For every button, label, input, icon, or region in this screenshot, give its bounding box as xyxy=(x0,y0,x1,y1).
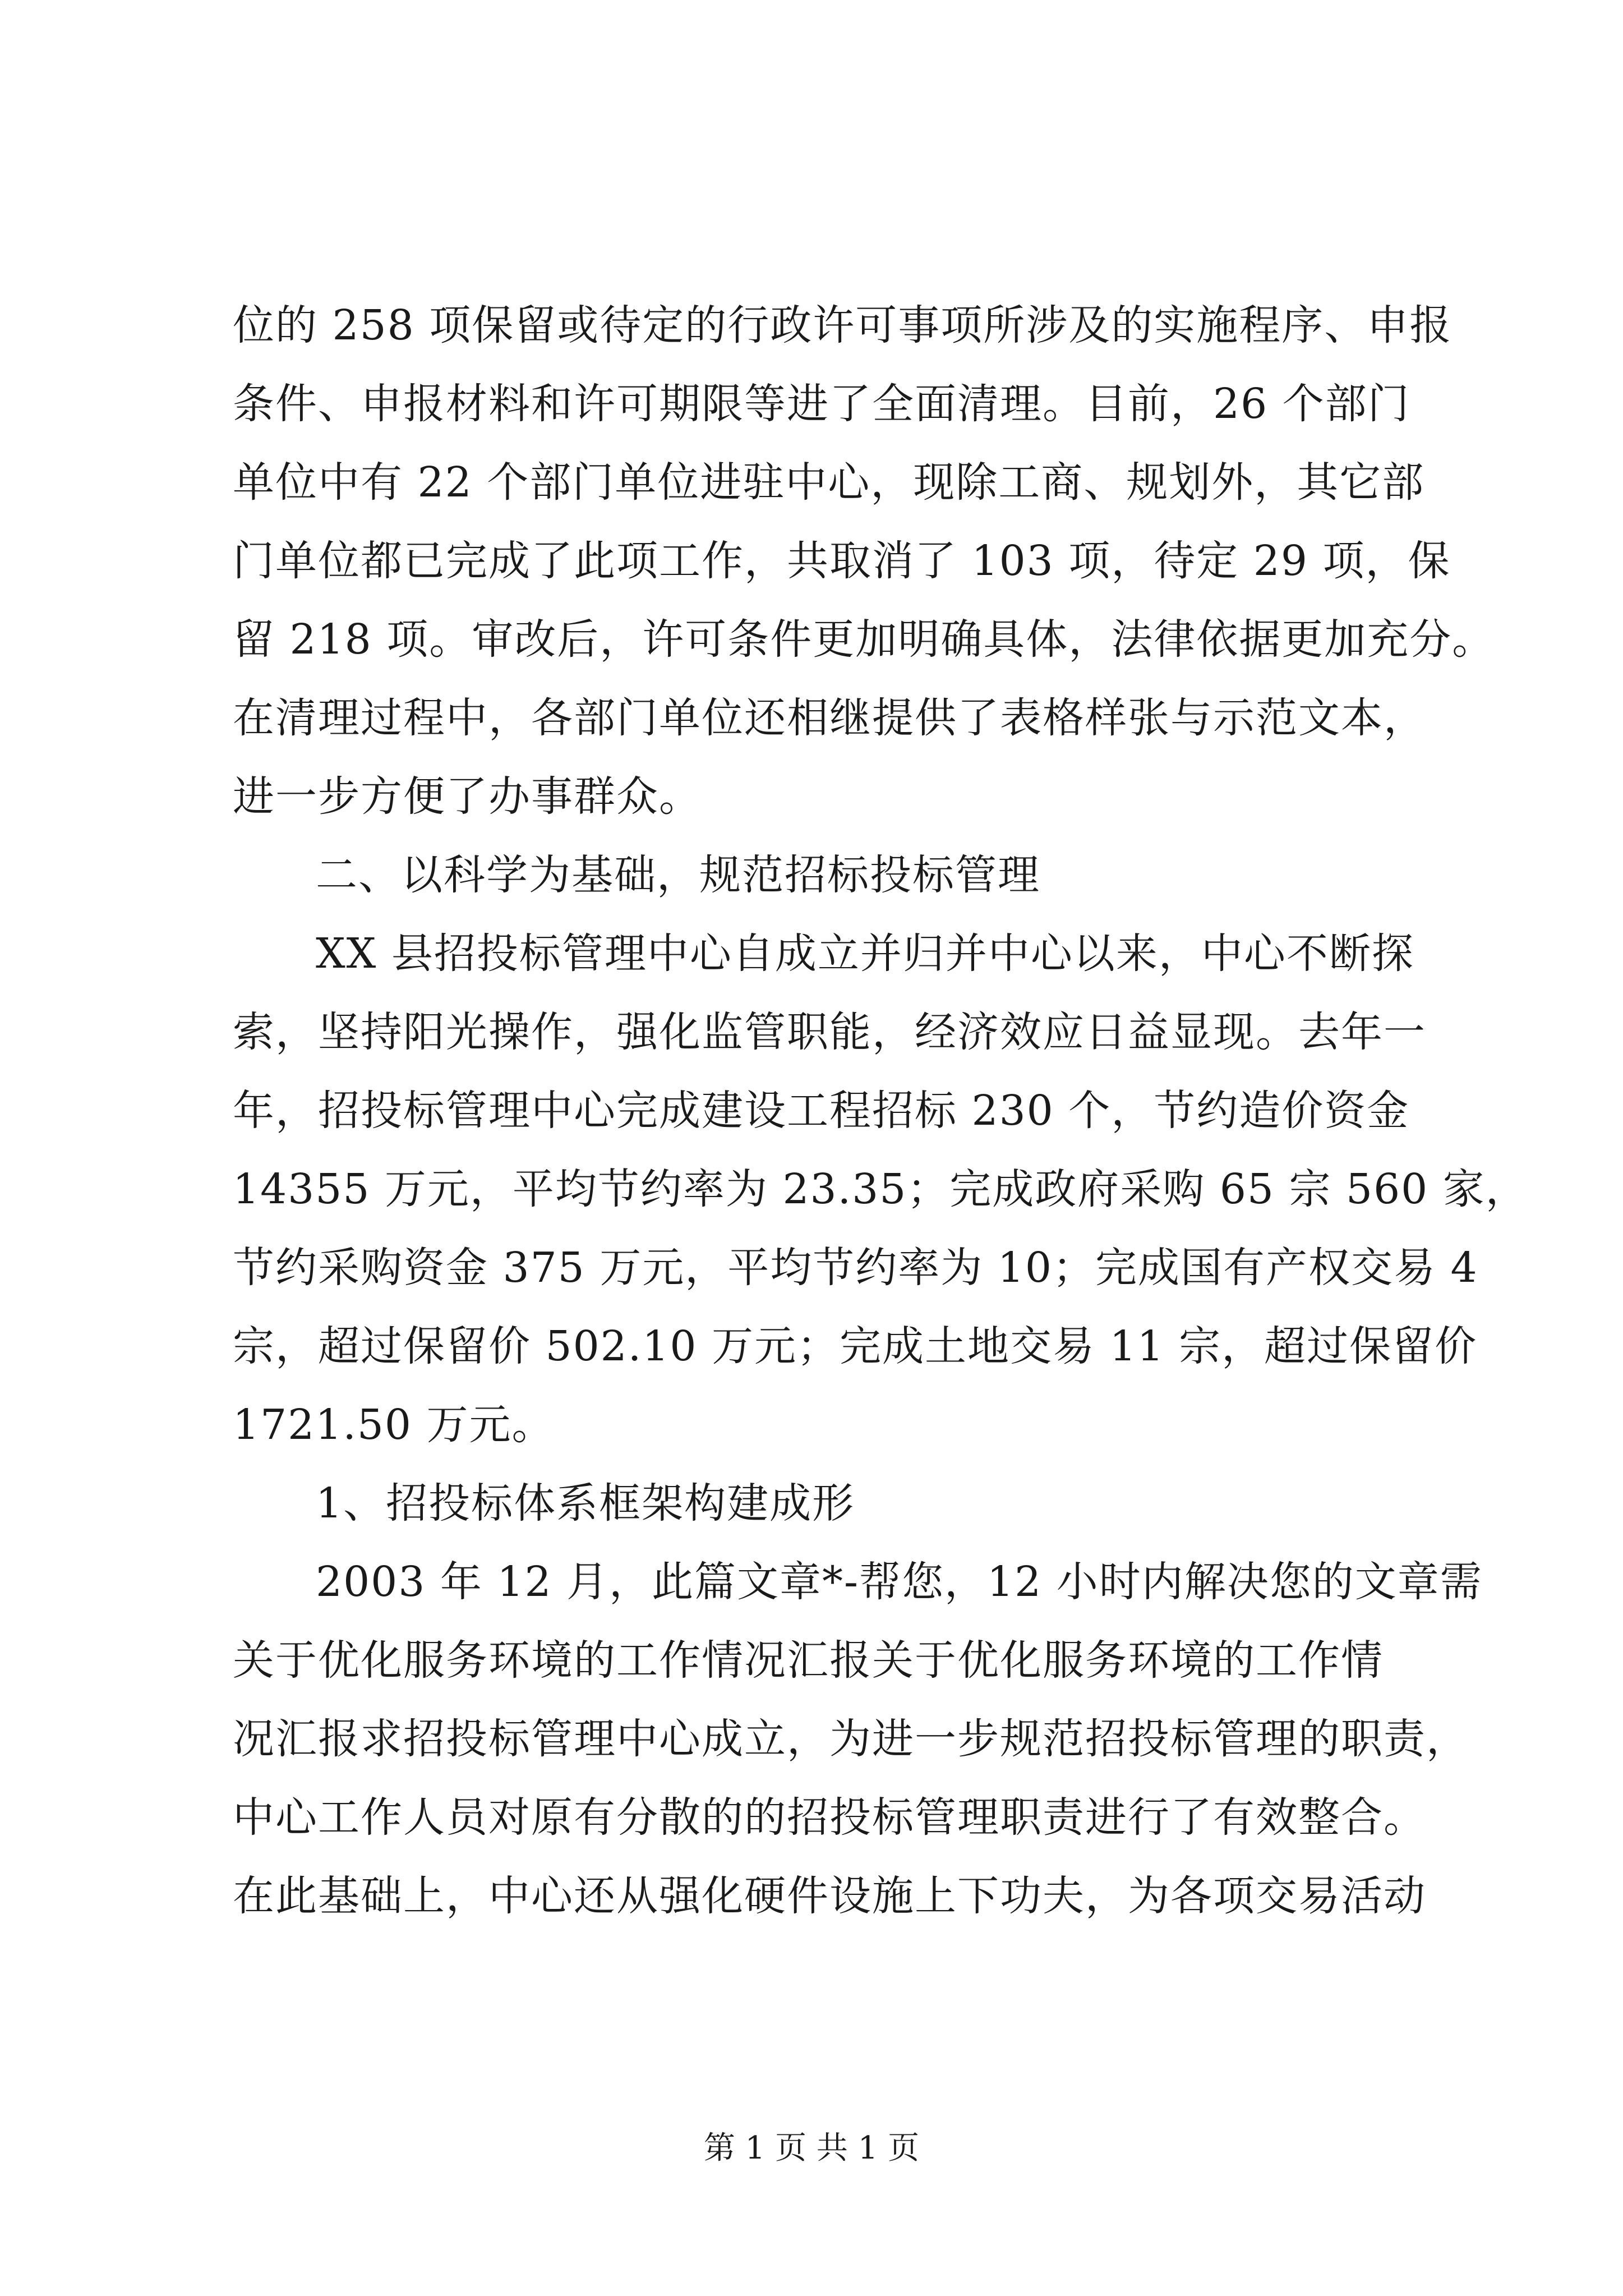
document-body xyxy=(233,286,1528,1935)
page-footer: 第 1 页 共 1 页 xyxy=(703,2130,920,2166)
text-line-20: 中心工作人员对原有分散的的招投标管理职责进行了有效整合。 xyxy=(233,1793,1426,1842)
text-line-3: 单位中有 22 个部门单位进驻中心，现除工商、规划外，其它部 xyxy=(233,458,1425,507)
text-line-6: 在清理过程中，各部门单位还相继提供了表格样张与示范文本， xyxy=(233,694,1426,742)
text-line-2: 条件、申报材料和许可期限等进了全面清理。目前，26 个部门 xyxy=(233,380,1410,428)
text-line-7: 进一步方便了办事群众。 xyxy=(233,772,702,821)
text-line-15: 1721.50 万元。 xyxy=(233,1401,555,1449)
text-line-10: 索，坚持阳光操作，强化监管职能，经济效应日益显现。去年一 xyxy=(233,1008,1426,1056)
text-line-5: 留 218 项。审改后，许可条件更加明确具体，法律依据更加充分。 xyxy=(233,615,1495,664)
text-line-19: 况汇报求招投标管理中心成立，为进一步规范招投标管理的职责， xyxy=(233,1715,1469,1763)
section-heading: 二、以科学为基础，规范招标投标管理 xyxy=(316,851,1040,899)
text-line-21: 在此基础上，中心还从强化硬件设施上下功夫，为各项交易活动 xyxy=(233,1872,1426,1920)
text-line-9: XX 县招投标管理中心自成立并归并中心以来，中心不断探 xyxy=(316,930,1414,978)
text-line-11: 年，招投标管理中心完成建设工程招标 230 个，节约造价资金 xyxy=(233,1087,1410,1135)
text-line-4: 门单位都已完成了此项工作，共取消了 103 项，待定 29 项，保 xyxy=(233,537,1451,585)
subsection-heading: 1、招投标体系框架构建成形 xyxy=(316,1479,855,1527)
text-line-12: 14355 万元，平均节约率为 23.35；完成政府采购 65 宗 560 家， xyxy=(233,1165,1528,1213)
text-line-14: 宗，超过保留价 502.10 万元；完成土地交易 11 宗，超过保留价 xyxy=(233,1322,1478,1370)
text-line-18: 关于优化服务环境的工作情况汇报关于优化服务环境的工作情 xyxy=(233,1636,1384,1685)
text-line-13: 节约采购资金 375 万元，平均节约率为 10；完成国有产权交易 4 xyxy=(233,1244,1478,1292)
text-line-1: 位的 258 项保留或待定的行政许可事项所涉及的实施程序、申报 xyxy=(233,301,1453,349)
text-line-17: 2003 年 12 月，此篇文章*-帮您，12 小时内解决您的文章需 xyxy=(316,1558,1483,1606)
